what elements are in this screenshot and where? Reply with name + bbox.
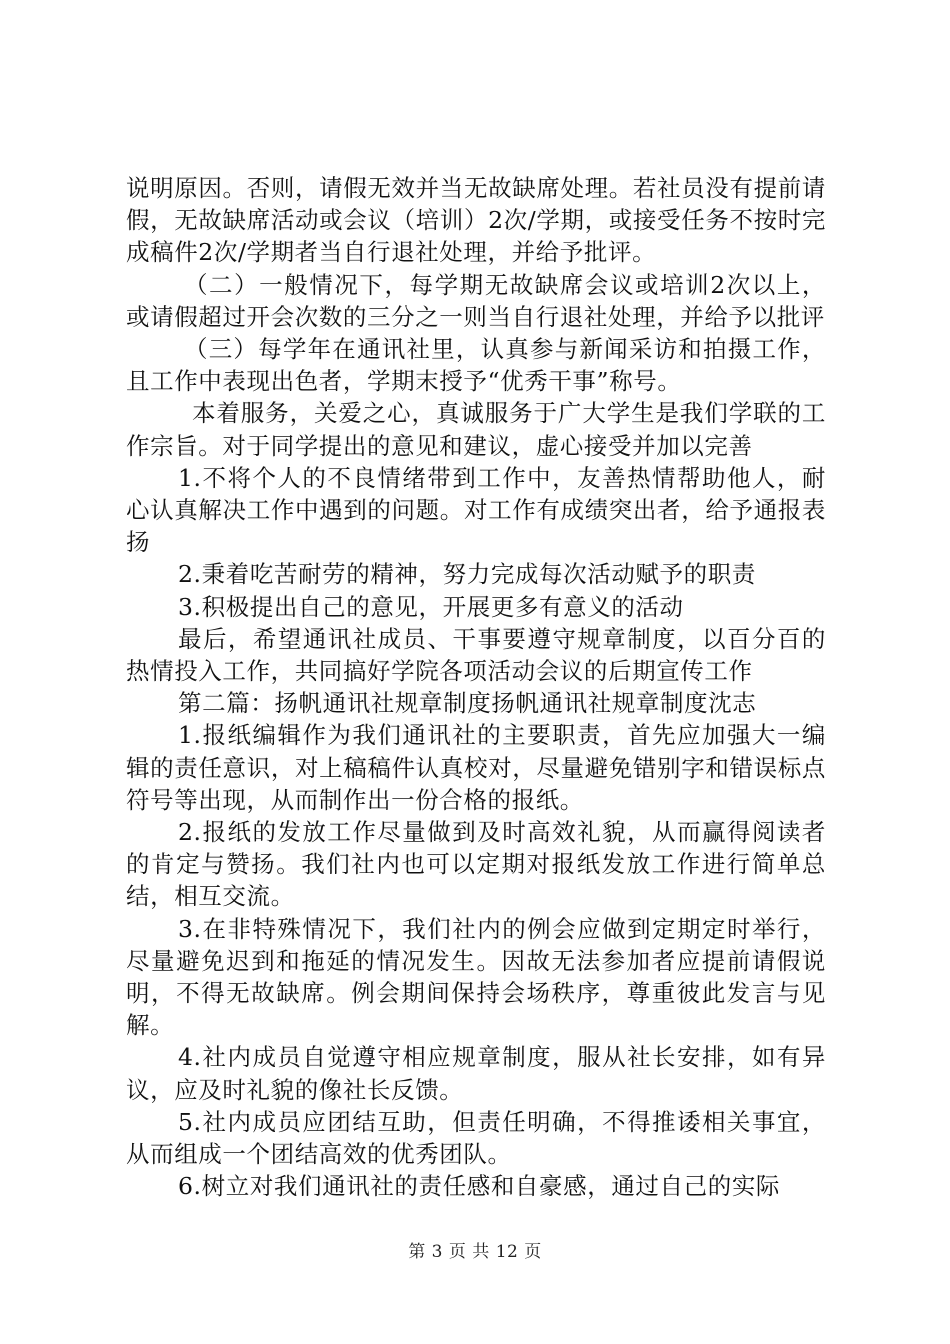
section-heading: 第二篇：扬帆通讯社规章制度扬帆通讯社规章制度沈志 — [178, 689, 757, 718]
paragraph-closing: 最后，希望通讯社成员、干事要遵守规章制度，以百分百的热情投入工作，共同搞好学院各项活动会议的后期宣传工作 — [126, 624, 826, 686]
paragraph-item-3: 3.积极提出自己的意见，开展更多有意义的活动 — [178, 592, 684, 621]
paragraph-rule-3: （三）每学年在通讯社里，认真参与新闻采访和拍摄工作，且工作中表现出色者，学期末授予“优秀干事”称号。 — [126, 335, 826, 396]
paragraph-item-2: 2.秉着吃苦耐劳的精神，努力完成每次活动赋予的职责 — [178, 560, 756, 589]
paragraph-rule-editing: 1.报纸编辑作为我们通讯社的主要职责，首先应加强大一编辑的责任意识，对上稿稿件认真校对，尽量避免错别字和错误标点符号等出现，从而制作出一份合格的报纸。 — [126, 721, 826, 814]
paragraph-rule-2: （二）一般情况下，每学期无故缺席会议或培训2次以上，或请假超过开会次数的三分之一则当自行退社处理，并给予以批评 — [126, 270, 826, 331]
paragraph-rule-meetings: 3.在非特殊情况下，我们社内的例会应做到定期定时举行，尽量避免迟到和拖延的情况发生。因故无法参加者应提前请假说明，不得无故缺席。例会期间保持会场秩序，尊重彼此发言与见解。 — [126, 914, 826, 1040]
document-body — [126, 172, 826, 1203]
paragraph-rule-compliance: 4.社内成员自觉遵守相应规章制度，服从社长安排，如有异议，应及时礼貌的像社长反馈。 — [126, 1043, 826, 1104]
paragraph-continuation: 说明原因。否则，请假无效并当无故缺席处理。若社员没有提前请假，无故缺席活动或会议（培训）2次/学期，或接受任务不按时完成稿件2次/学期者当自行退社处理，并给予批评。 — [126, 174, 826, 267]
page-number-footer: 第 3 页 共 12 页 — [408, 1242, 542, 1262]
paragraph-rule-teamwork: 5.社内成员应团结互助，但责任明确，不得推诿相关事宜，从而组成一个团结高效的优秀团队。 — [126, 1107, 826, 1169]
paragraph-item-1: 1.不将个人的不良情绪带到工作中，友善热情帮助他人，耐心认真解决工作中遇到的问题。对工作有成绩突出者，给予通报表扬 — [126, 463, 826, 557]
paragraph-rule-distribution: 2.报纸的发放工作尽量做到及时高效礼貌，从而赢得阅读者的肯定与赞扬。我们社内也可以定期对报纸发放工作进行简单总结，相互交流。 — [126, 818, 826, 911]
paragraph-service-purpose: 本着服务，关爱之心，真诚服务于广大学生是我们学联的工作宗旨。对于同学提出的意见和建议，虚心接受并加以完善 — [126, 399, 826, 460]
paragraph-rule-responsibility: 6.树立对我们通讯社的责任感和自豪感，通过自己的实际 — [178, 1172, 781, 1201]
